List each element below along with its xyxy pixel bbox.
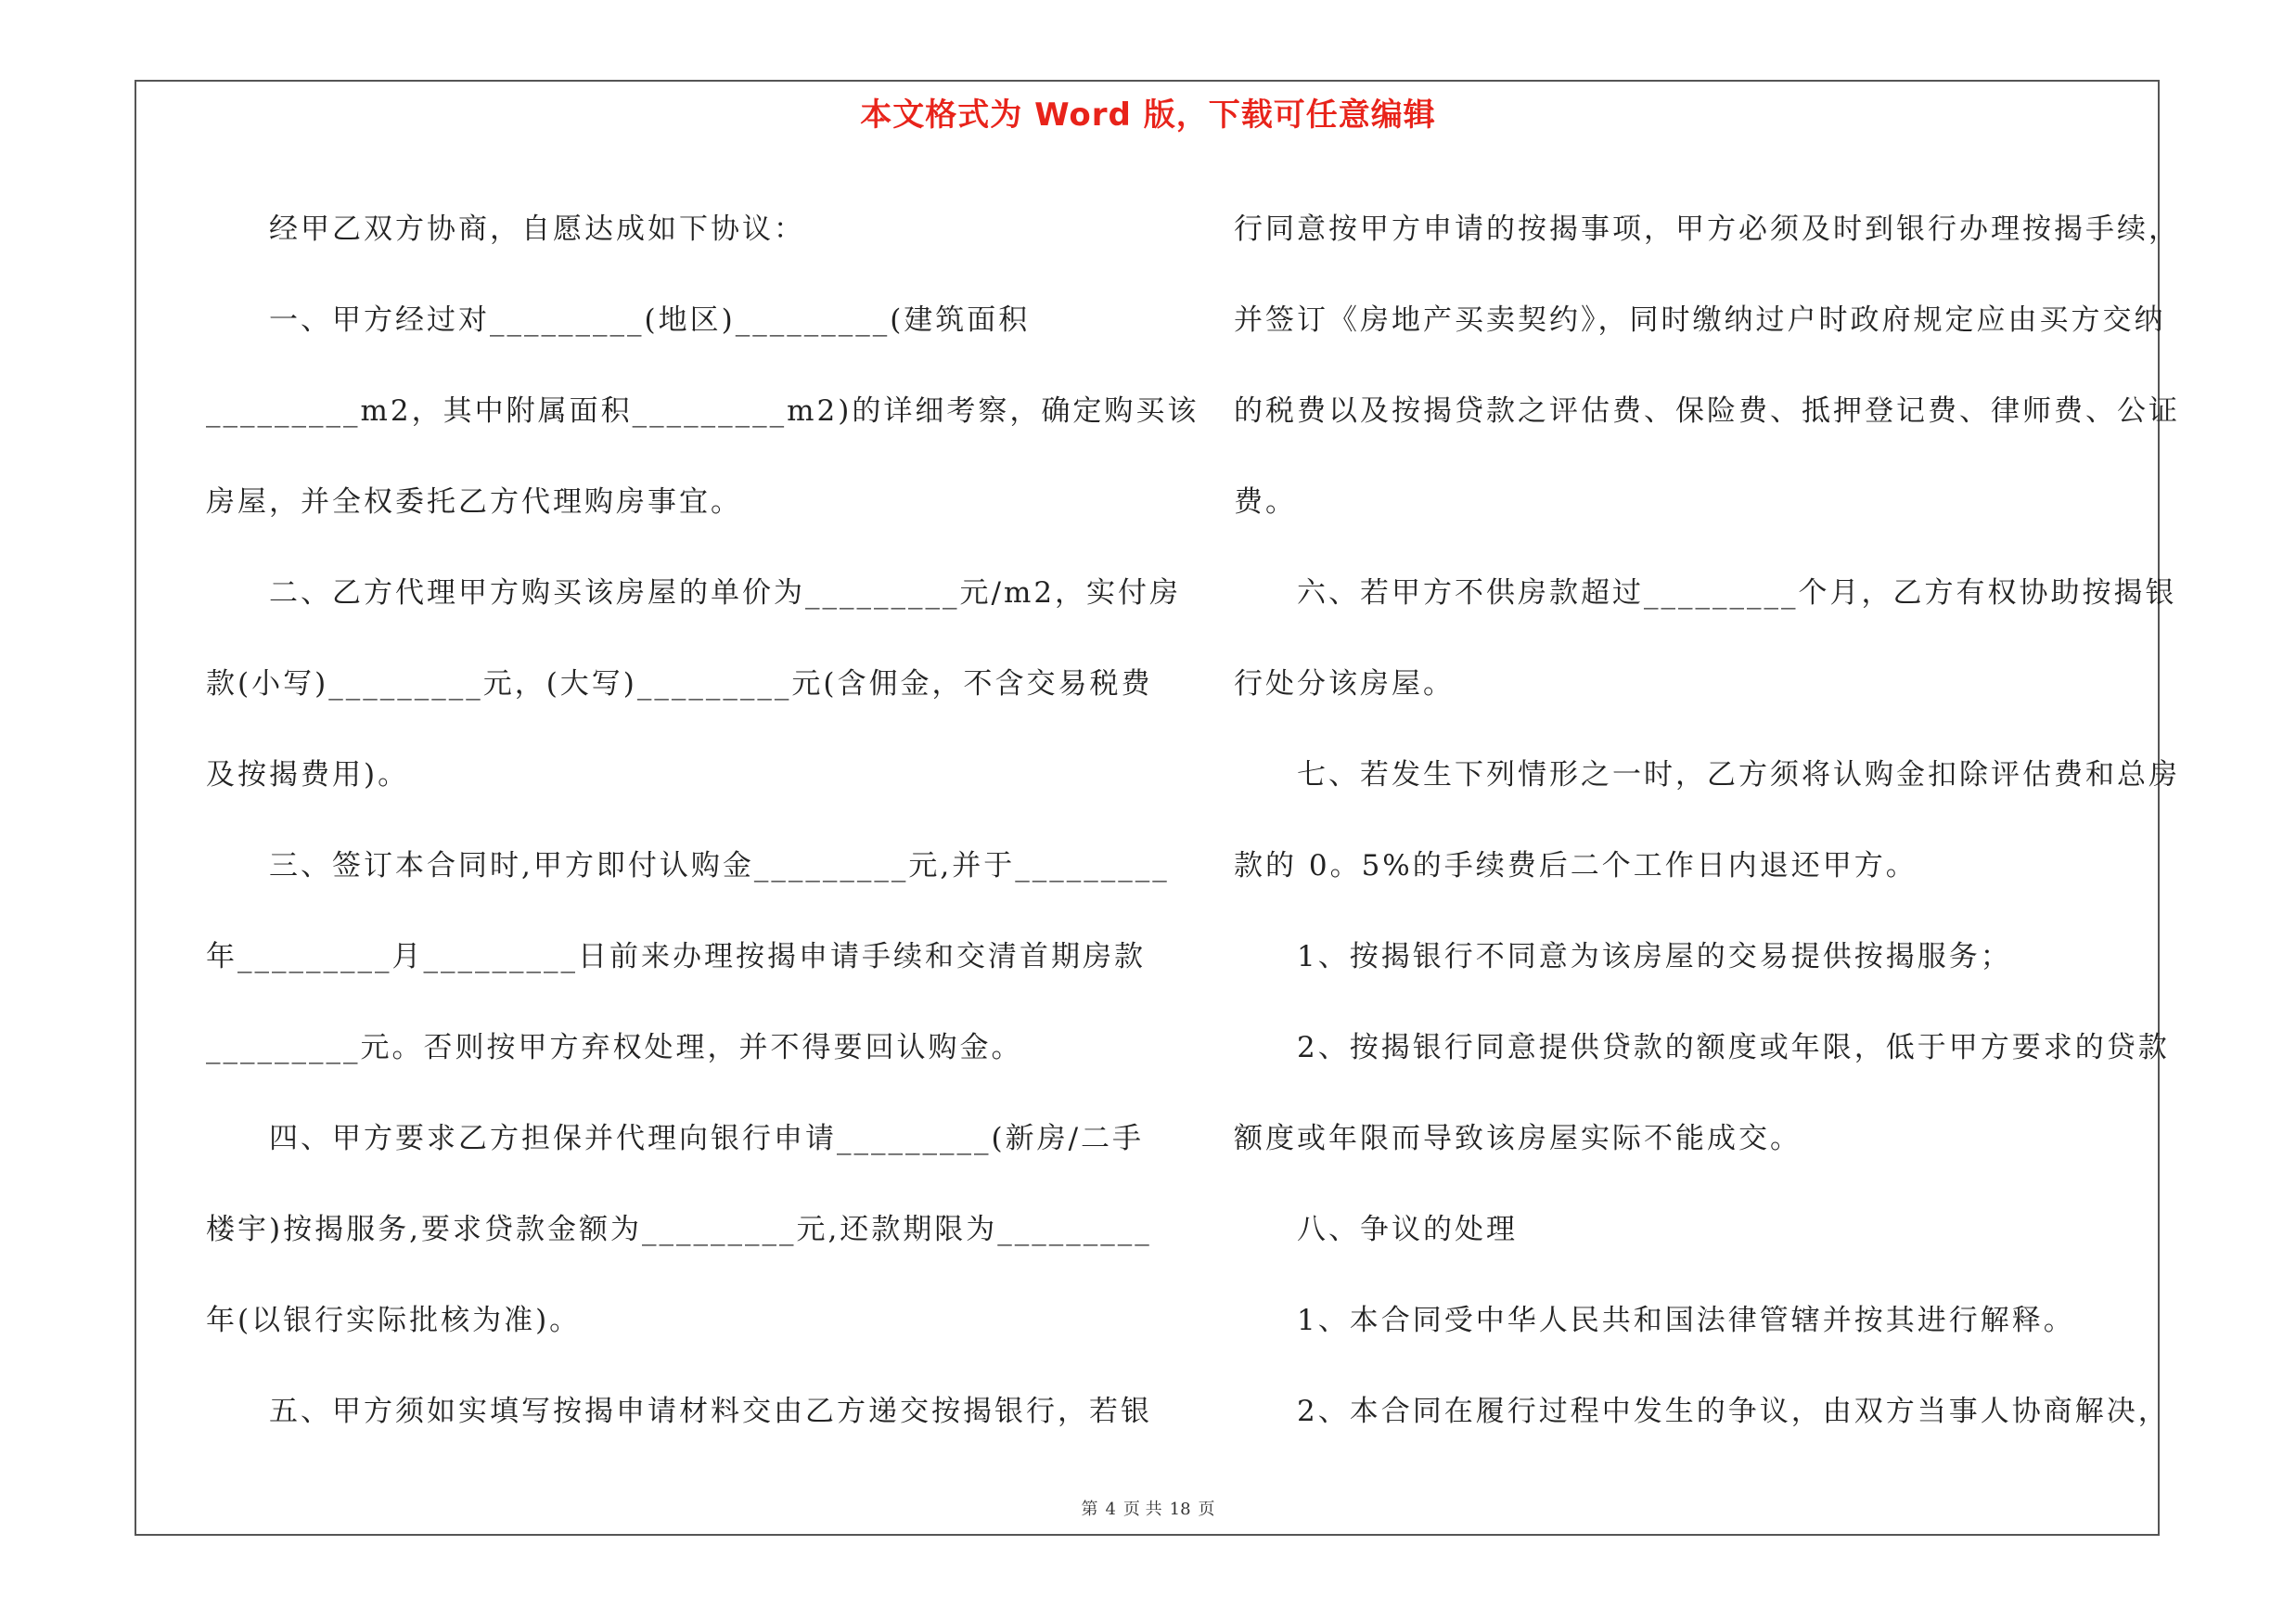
footer-middle: 页 共 (1122, 1500, 1162, 1519)
text-line: 及按揭费用)。 (206, 758, 410, 792)
text-line: 楼宇)按揭服务,要求贷款金额为_________元,还款期限为_________ (206, 1213, 1152, 1246)
text-line: 1、按揭银行不同意为该房屋的交易提供按揭服务； (1297, 940, 2012, 973)
text-line: 八、争议的处理 (1297, 1213, 1518, 1246)
page-footer (0, 1496, 2296, 1520)
text-line: _________m2，其中附属面积_________m2)的详细考察，确定购买该 (206, 394, 1199, 428)
format-banner: 本文格式为 Word 版，下载可任意编辑 (860, 97, 1436, 134)
text-line: 三、签订本合同时,甲方即付认购金_________元,并于_________ (269, 849, 1170, 882)
footer-suffix: 页 (1198, 1500, 1215, 1519)
text-line: 四、甲方要求乙方担保并代理向银行申请_________(新房/二手 (269, 1122, 1145, 1155)
text-line: 六、若甲方不供房款超过_________个月，乙方有权协助按揭银 (1297, 576, 2177, 610)
text-line: 2、按揭银行同意提供贷款的额度或年限，低于甲方要求的贷款 (1297, 1031, 2170, 1064)
text-line: 并签订《房地产买卖契约》，同时缴纳过户时政府规定应由买方交纳 (1234, 303, 2166, 337)
text-line: 行同意按甲方申请的按揭事项，甲方必须及时到银行办理按揭手续， (1234, 213, 2180, 246)
text-line: 款(小写)_________元，(大写)_________元(含佣金，不含交易税费 (206, 667, 1153, 701)
text-line: 房屋，并全权委托乙方代理购房事宜。 (206, 485, 742, 519)
text-line: 一、甲方经过对_________(地区)_________(建筑面积 (269, 303, 1031, 337)
left-column (206, 184, 1199, 1457)
text-line: 年(以银行实际批核为准)。 (206, 1304, 582, 1337)
text-line: 额度或年限而导致该房屋实际不能成交。 (1234, 1122, 1802, 1155)
text-line: 款的 0。5%的手续费后二个工作日内退还甲方。 (1234, 849, 1918, 882)
text-line: 1、本合同受中华人民共和国法律管辖并按其进行解释。 (1297, 1304, 2075, 1337)
text-line: 2、本合同在履行过程中发生的争议，由双方当事人协商解决， (1297, 1395, 2170, 1428)
text-line: _________元。否则按甲方弃权处理，并不得要回认购金。 (206, 1031, 1023, 1064)
right-column (1234, 184, 2180, 1457)
text-line: 七、若发生下列情形之一时，乙方须将认购金扣除评估费和总房 (1297, 758, 2180, 792)
text-line: 行处分该房屋。 (1234, 667, 1455, 701)
text-line: 费。 (1234, 485, 1297, 519)
text-line: 二、乙方代理甲方购买该房屋的单价为_________元/m2，实付房 (269, 576, 1182, 610)
footer-total-pages: 18 (1169, 1500, 1191, 1519)
text-line: 经甲乙双方协商，自愿达成如下协议： (269, 213, 805, 246)
footer-current-page: 4 (1105, 1500, 1116, 1519)
text-line: 五、甲方须如实填写按揭申请材料交由乙方递交按揭银行，若银 (269, 1395, 1152, 1428)
text-line: 的税费以及按揭贷款之评估费、保险费、抵押登记费、律师费、公证 (1234, 394, 2180, 428)
footer-prefix: 第 (1081, 1500, 1098, 1519)
text-line: 年_________月_________日前来办理按揭申请手续和交清首期房款 (206, 940, 1146, 973)
